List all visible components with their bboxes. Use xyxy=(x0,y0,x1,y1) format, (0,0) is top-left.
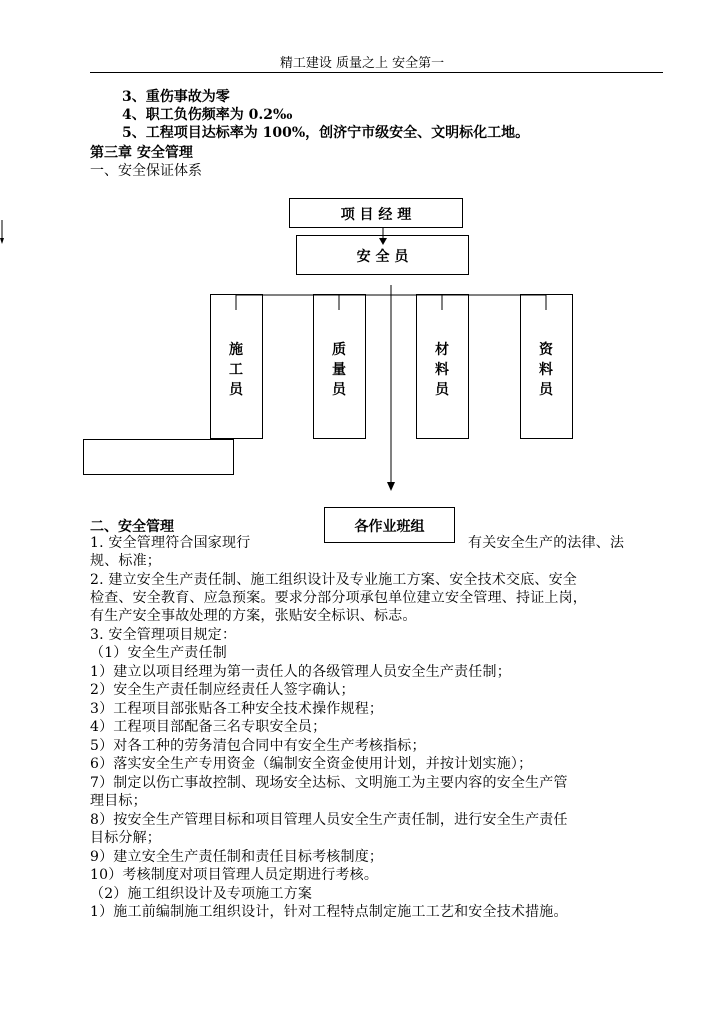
body-line: 9）建立安全生产责任制和责任目标考核制度； xyxy=(90,849,384,865)
goal-item: 5、工程项目达标率为 100%，创济宁市级安全、文明标化工地。 xyxy=(122,125,530,141)
body-line: 8）按安全生产管理目标和项目管理人员安全生产责任制，进行安全生产责任 xyxy=(90,812,568,828)
body-line: 5）对各工种的劳务清包合同中有安全生产考核指标； xyxy=(90,738,426,754)
body-line: 有关安全生产的法律、法 xyxy=(468,535,625,551)
body-line: 1）建立以项目经理为第一责任人的各级管理人员安全生产责任制； xyxy=(90,664,511,680)
body-line: （2）施工组织设计及专项施工方案 xyxy=(90,886,313,902)
body-line: 1）施工前编制施工组织设计，针对工程特点制定施工工艺和安全技术措施。 xyxy=(90,904,568,920)
body-line: 1. 安全管理符合国家现行 xyxy=(90,535,251,551)
chapter-title: 第三章 安全管理 xyxy=(90,145,193,161)
body-line: 目标分解； xyxy=(90,830,161,846)
body-line: 理目标； xyxy=(90,793,147,809)
org-label-role: 质量员 xyxy=(332,342,346,398)
org-label-role: 资料员 xyxy=(539,342,553,398)
body-line: 规、标准； xyxy=(90,553,161,569)
body-line: 有生产安全事故处理的方案，张贴安全标识、标志。 xyxy=(90,608,417,624)
page-header-title: 精工建设 质量之上 安全第一 xyxy=(279,56,445,71)
org-label-safety-officer: 安 全 员 xyxy=(356,249,409,265)
body-line: 3）工程项目部张贴各工种安全技术操作规程； xyxy=(90,701,384,717)
body-line: 6）落实安全生产专用资金（编制安全资金使用计划，并按计划实施）； xyxy=(90,756,533,772)
section-heading: 二、安全管理 xyxy=(90,519,174,535)
goal-item: 3、重伤事故为零 xyxy=(122,89,230,105)
org-label-project-manager: 项 目 经 理 xyxy=(340,207,412,223)
body-line: 4）工程项目部配备三名专职安全员； xyxy=(90,719,327,735)
body-line: （1）安全生产责任制 xyxy=(90,645,227,661)
org-label-role: 材料员 xyxy=(435,342,449,398)
body-line: 2）安全生产责任制应经责任人签字确认； xyxy=(90,682,355,698)
goal-item: 4、职工负伤频率为 0.2‰ xyxy=(122,107,293,123)
body-line: 2. 建立安全生产责任制、施工组织设计及专业施工方案、安全技术交底、安全 xyxy=(90,572,578,588)
org-label-work-teams: 各作业班组 xyxy=(354,519,425,535)
body-line: 10）考核制度对项目管理人员定期进行考核。 xyxy=(90,867,379,883)
body-line: 检查、安全教育、应急预案。要求分部分项承包单位建立安全管理、持证上岗， xyxy=(90,590,587,606)
section-heading: 一、安全保证体系 xyxy=(90,163,202,179)
org-label-role: 施工员 xyxy=(229,342,243,398)
body-line: 7）制定以伤亡事故控制、现场安全达标、文明施工为主要内容的安全生产管 xyxy=(90,775,568,791)
body-line: 3. 安全管理项目规定： xyxy=(90,627,237,643)
